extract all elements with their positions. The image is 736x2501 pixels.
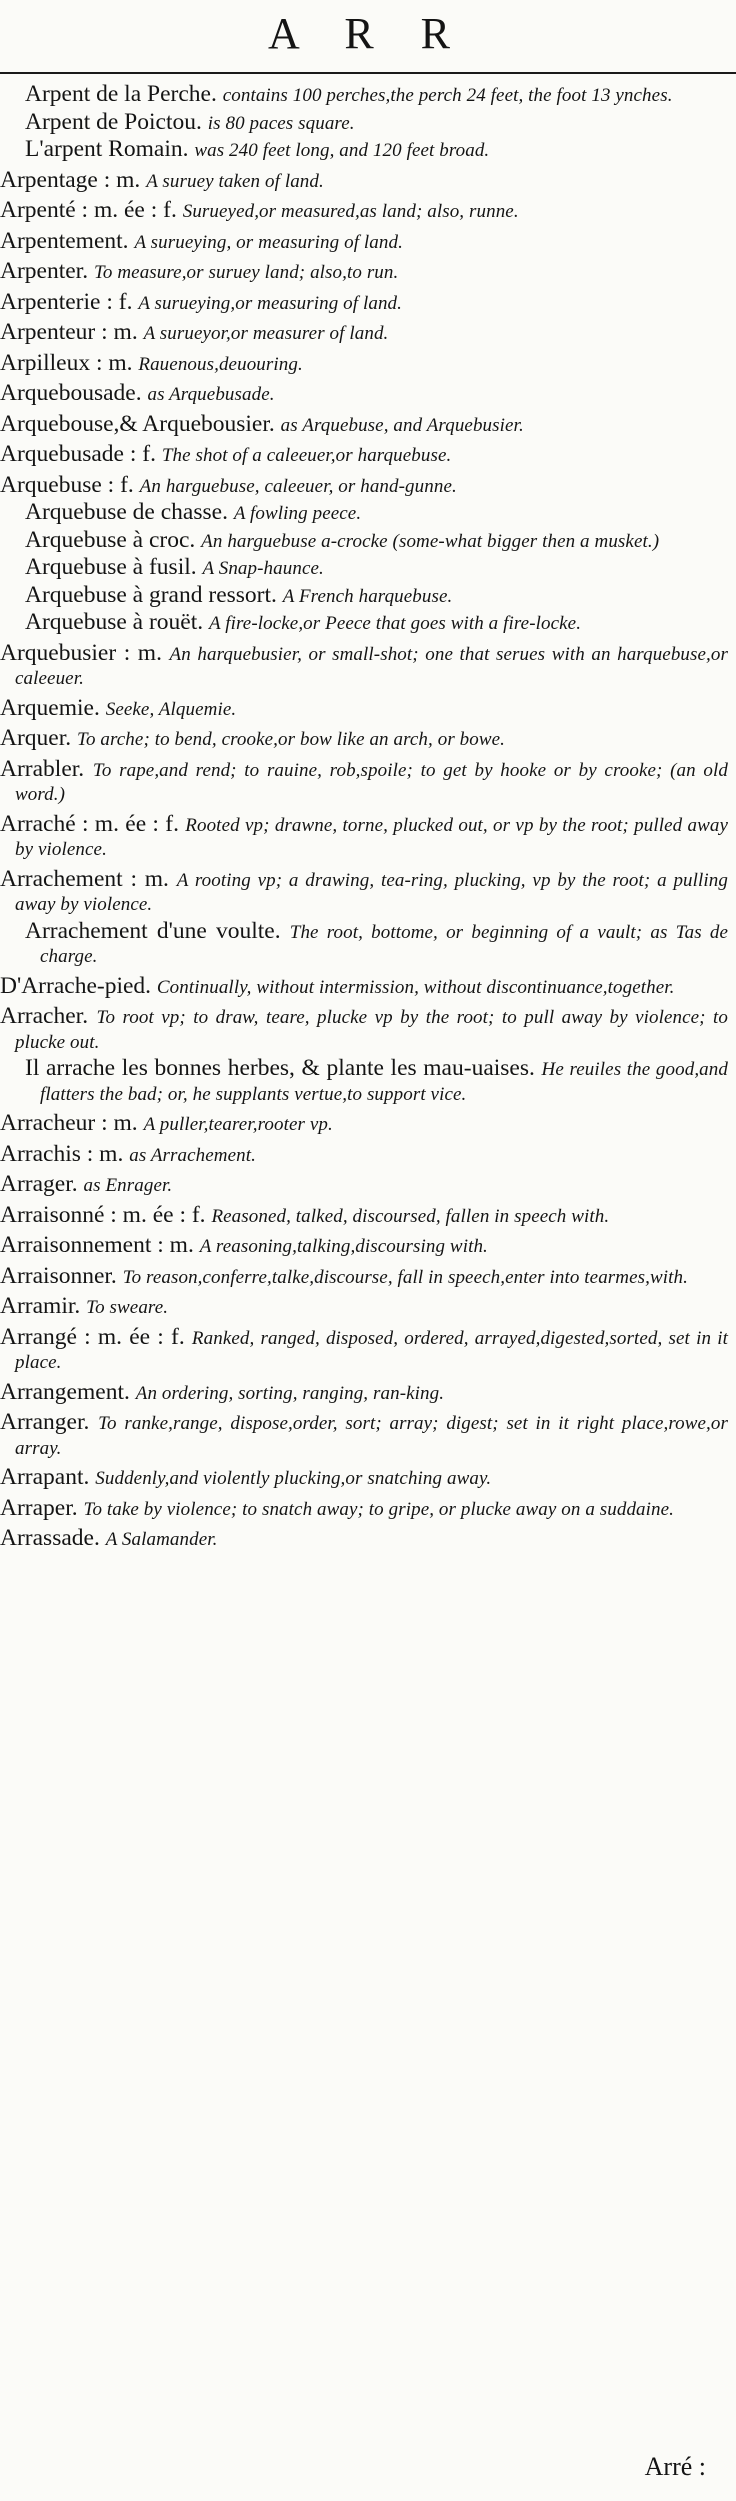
entry-headword: Arrachement d'une voulte.	[25, 917, 281, 944]
entry-headword: Arquebouse,& Arquebousier.	[0, 410, 275, 437]
entry-headword: L'arpent Romain.	[25, 136, 189, 162]
entry-headword: Arquemie.	[0, 694, 100, 721]
dictionary-entry	[0, 972, 736, 1000]
entry-gloss: A rooting vp; a drawing, tea-ring, plucking, vp by the root; a pulling away by violence.	[15, 869, 728, 915]
entry-headword: Arraisonnement : m.	[0, 1232, 194, 1258]
entry-gloss: An harguebuse, caleeuer, or hand-gunne.	[139, 475, 457, 497]
entry-gloss: was 240 feet long, and 120 feet broad.	[194, 140, 490, 161]
entry-headword: Arquebuse à fusil.	[25, 554, 197, 580]
dictionary-entry	[0, 1323, 736, 1375]
dictionary-entry	[0, 288, 736, 316]
catchword: Arré :	[644, 2452, 706, 2481]
entry-headword: Arquebuse à croc.	[25, 526, 196, 553]
entry-headword: Arrapant.	[0, 1464, 90, 1490]
entry-gloss: To arche; to bend, crooke,or bow like an arch, or bowe.	[77, 729, 506, 750]
dictionary-entry	[0, 1466, 736, 1491]
entry-headword: Arpenterie : f.	[0, 288, 133, 315]
dictionary-entry	[0, 260, 736, 285]
entry-gloss: To root vp; to draw, teare, plucke vp by the root; to pull away by violence; to plucke out.	[15, 1007, 729, 1053]
entry-gloss: To reason,conferre,talke,discourse, fall in speech,enter into tearmes,with.	[122, 1266, 688, 1288]
entry-gloss: A reasoning,talking,discoursing with.	[199, 1236, 488, 1257]
entry-headword: Arrager.	[0, 1171, 78, 1197]
entry-gloss: A French harquebuse.	[282, 585, 453, 607]
entry-gloss: Surueyed,or measured,as land; also, runne.	[182, 201, 519, 222]
dictionary-entry	[0, 727, 736, 752]
entry-headword: Arracher.	[0, 1003, 89, 1029]
dictionary-entry	[0, 1527, 736, 1552]
entry-gloss: A Snap-haunce.	[202, 558, 324, 579]
entry-gloss: Continually, without intermission, without discontinuance,together.	[156, 976, 675, 998]
header-rule	[0, 72, 736, 74]
dictionary-subentry	[0, 611, 736, 636]
entry-headword: Arramir.	[0, 1293, 81, 1319]
dictionary-entry	[0, 755, 736, 807]
dictionary-subentry	[0, 556, 736, 581]
entry-headword: Arraper.	[0, 1494, 78, 1521]
entry-gloss: Reasoned, talked, discoursed, fallen in speech with.	[211, 1205, 610, 1227]
entry-gloss: A surueying,or measuring of land.	[138, 292, 402, 314]
dictionary-entry	[0, 227, 736, 255]
entry-gloss: A Salamander.	[105, 1529, 218, 1550]
page-header: A R R	[267, 9, 469, 58]
entry-gloss: contains 100 perches,the perch 24 feet, the foot 13 ynches.	[222, 85, 673, 106]
dictionary-entry	[0, 382, 736, 407]
entry-headword: Arpentage : m.	[0, 166, 141, 193]
entry-headword: Arrangé : m. ée : f.	[0, 1323, 185, 1350]
entry-gloss: A fowling peece.	[233, 503, 362, 524]
entry-headword: Arquebusade : f.	[0, 441, 156, 467]
dictionary-entry	[0, 1173, 736, 1198]
entry-gloss: To ranke,range, dispose,order, sort; array; digest; set in it right place,rowe,or array.	[15, 1413, 728, 1459]
dictionary-entry	[0, 1494, 736, 1522]
dictionary-entry	[0, 166, 736, 194]
dictionary-entry	[0, 1201, 736, 1229]
entry-headword: Arrachis : m.	[0, 1140, 124, 1167]
entry-gloss: Ranked, ranged, disposed, ordered, arrayed,digested,sorted, set in it place.	[15, 1327, 729, 1373]
entry-headword: Arpenteur : m.	[0, 319, 138, 345]
entry-headword: Arraisonner.	[0, 1262, 117, 1289]
entry-gloss: An harquebusier, or small-shot; one that serues with an harquebuse,or caleeuer.	[15, 643, 728, 689]
entry-headword: Arraisonné : m. ée : f.	[0, 1201, 206, 1228]
entry-gloss: A surueying, or measuring of land.	[134, 231, 403, 253]
dictionary-subentry	[0, 138, 736, 163]
dictionary-entry	[0, 471, 736, 499]
dictionary-subentry	[0, 526, 736, 554]
entry-headword: Arranger.	[0, 1409, 90, 1435]
entry-gloss: He reuiles the good,and flatters the bad; or, he supplants vertue,to support vice.	[40, 1059, 728, 1105]
entry-gloss: as Arquebuse, and Arquebusier.	[280, 414, 524, 436]
entry-gloss: Seeke, Alquemie.	[105, 698, 237, 720]
dictionary-entry	[0, 1378, 736, 1406]
entry-headword: Arrassade.	[0, 1525, 100, 1551]
entry-headword: Arpenté : m. ée : f.	[0, 197, 177, 223]
dictionary-entry	[0, 639, 736, 691]
entry-headword: Arrabler.	[0, 755, 85, 782]
entry-headword: Arracheur : m.	[0, 1110, 138, 1136]
dictionary-entry	[0, 1411, 736, 1460]
entry-headword: Arquebusier : m.	[0, 639, 162, 666]
entry-headword: Arquebuse à grand ressort.	[25, 581, 277, 608]
entry-gloss: as Arrachement.	[129, 1144, 256, 1166]
dictionary-subentry	[0, 917, 736, 969]
dictionary-entry	[0, 1112, 736, 1137]
dictionary-entry	[0, 410, 736, 438]
dictionary-subentry	[0, 108, 736, 136]
entry-headword: Arquebousade.	[0, 380, 142, 406]
entry-headword: Arpilleux : m.	[0, 349, 133, 376]
entry-gloss: A fire-locke,or Peece that goes with a fire-locke.	[209, 613, 582, 634]
entry-gloss: Rauenous,deuouring.	[138, 353, 303, 375]
entry-gloss: Suddenly,and violently plucking,or snatching away.	[95, 1468, 492, 1489]
entry-headword: Arpent de la Perche.	[25, 81, 217, 107]
entry-headword: Arrachement : m.	[0, 865, 169, 892]
dictionary-entry	[0, 865, 736, 917]
entry-gloss: as Arquebusade.	[147, 384, 275, 405]
entry-headword: Il arrache les bonnes herbes, & plante les mau-uaises.	[25, 1055, 535, 1081]
dictionary-subentry	[0, 501, 736, 526]
dictionary-entry	[0, 1005, 736, 1054]
dictionary-entry	[0, 694, 736, 722]
dictionary-subentry	[0, 581, 736, 609]
dictionary-entry	[0, 321, 736, 346]
entry-headword: Arpentement.	[0, 227, 129, 254]
dictionary-entry	[0, 349, 736, 377]
entry-gloss: A puller,tearer,rooter vp.	[143, 1114, 333, 1135]
entry-headword: Arraché : m. ée : f.	[0, 810, 179, 837]
dictionary-column	[0, 80, 736, 1552]
entry-gloss: Rooted vp; drawne, torne, plucked out, or vp by the root; pulled away by violence.	[15, 814, 729, 860]
entry-headword: Arpenter.	[0, 258, 89, 284]
entry-gloss: The shot of a caleeuer,or harquebuse.	[161, 445, 452, 466]
entry-headword: Arquebuse de chasse.	[25, 499, 228, 525]
entry-gloss: The root, bottome, or beginning of a vault; as Tas de charge.	[40, 921, 728, 967]
entry-headword: Arquebuse : f.	[0, 471, 134, 498]
dictionary-entry	[0, 1234, 736, 1259]
entry-gloss: To take by violence; to snatch away; to gripe, or plucke away on a suddaine.	[83, 1498, 675, 1520]
dictionary-subentry	[0, 1057, 736, 1106]
dictionary-entry	[0, 1140, 736, 1168]
entry-gloss: as Enrager.	[83, 1175, 173, 1196]
entry-gloss: An ordering, sorting, ranging, ran-king.	[135, 1382, 445, 1404]
entry-gloss: An harguebuse a-crocke (some-what bigger then a musket.)	[201, 530, 660, 552]
dictionary-entry	[0, 443, 736, 468]
entry-gloss: To sweare.	[86, 1297, 169, 1318]
entry-gloss: A surueyor,or measurer of land.	[143, 323, 389, 344]
dictionary-entry	[0, 1295, 736, 1320]
entry-gloss: To measure,or suruey land; also,to run.	[93, 262, 399, 283]
entry-headword: Arrangement.	[0, 1378, 130, 1405]
entry-gloss: is 80 paces square.	[207, 112, 355, 134]
dictionary-entry	[0, 810, 736, 862]
entry-headword: Arquer.	[0, 725, 72, 751]
entry-headword: Arquebuse à rouët.	[25, 609, 204, 635]
entry-gloss: To rape,and rend; to rauine, rob,spoile; to get by hooke or by crooke; (an old word.)	[15, 759, 729, 805]
dictionary-subentry	[0, 83, 736, 108]
entry-headword: Arpent de Poictou.	[25, 108, 202, 135]
entry-headword: D'Arrache-pied.	[0, 972, 152, 999]
dictionary-entry	[0, 199, 736, 224]
dictionary-entry	[0, 1262, 736, 1290]
entry-gloss: A surueу taken of land.	[146, 170, 324, 192]
